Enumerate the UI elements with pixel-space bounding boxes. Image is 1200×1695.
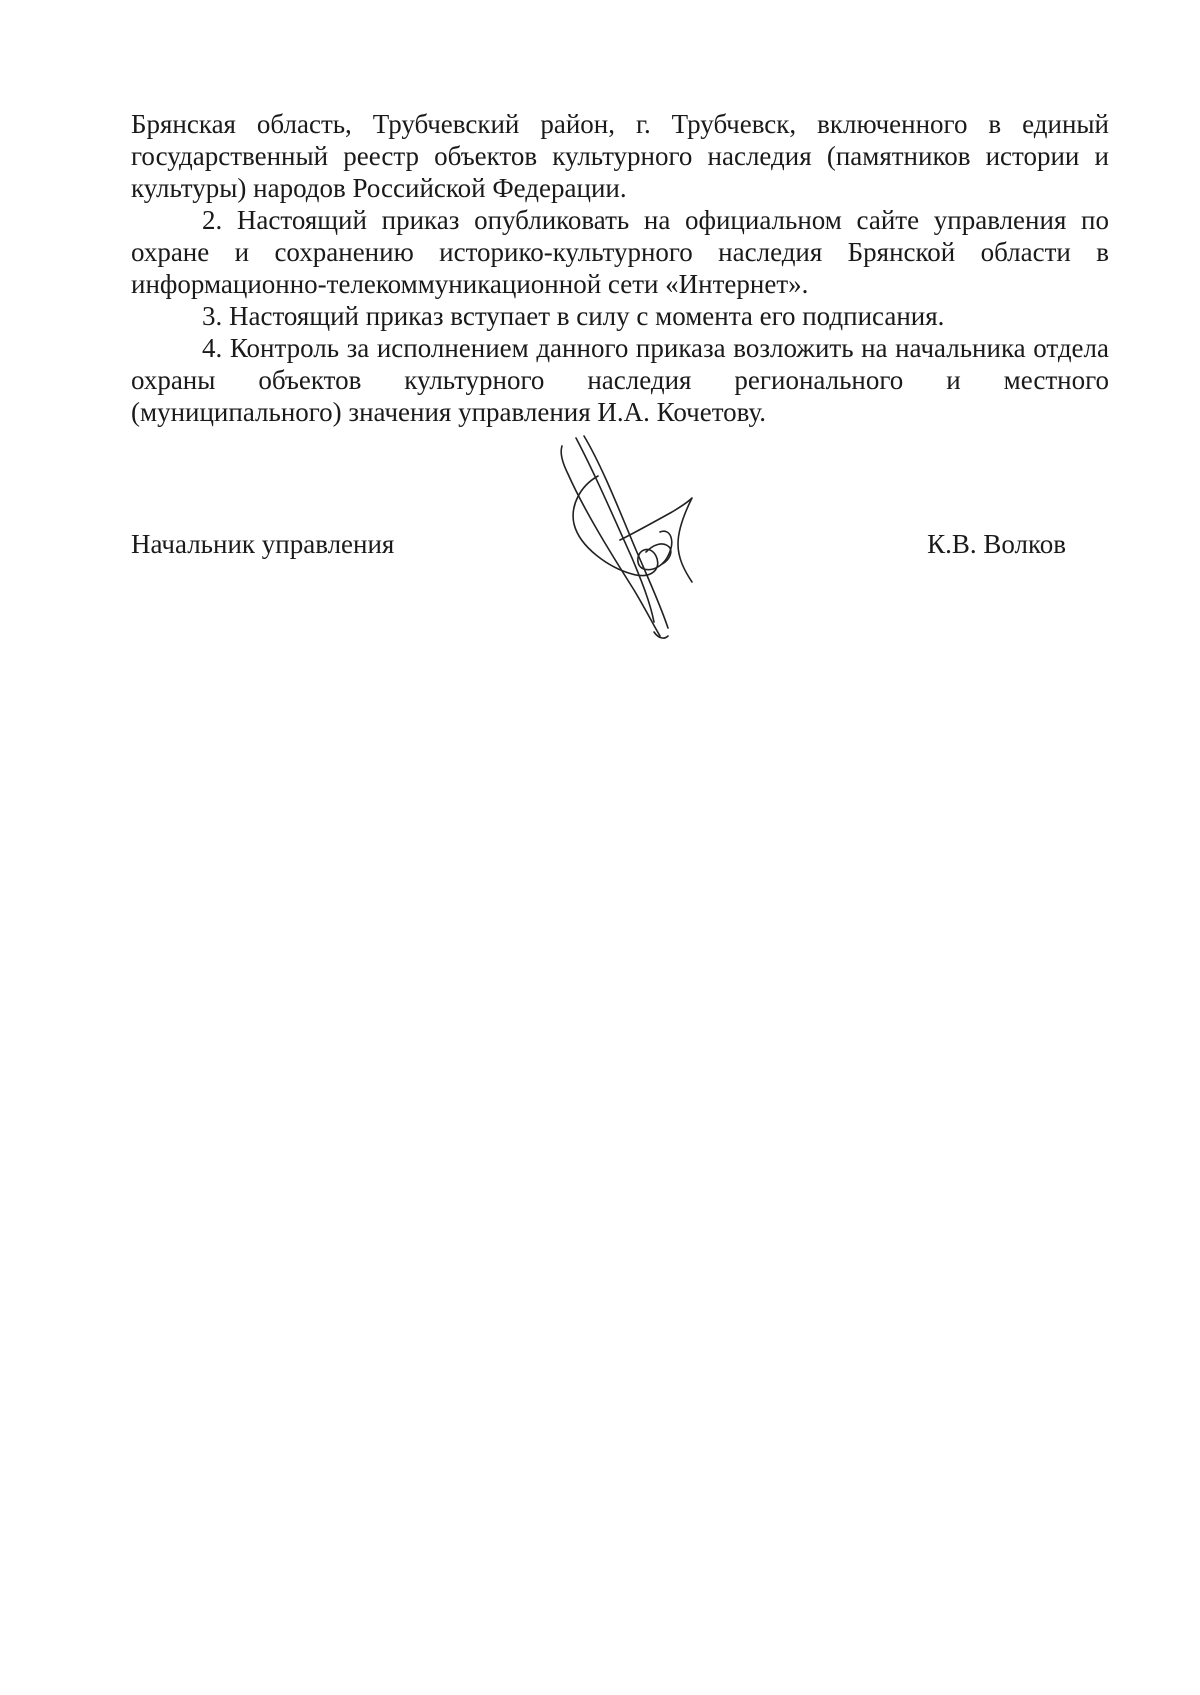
signatory-position: Начальник управления (131, 529, 395, 559)
signature-stroke (654, 632, 668, 638)
paragraph-continuation: Брянская область, Трубчевский район, г. Трубчевск, включенного в единый государственный реестр объектов культурного наследия (памятников истории и культуры) народов Российской Федерации. (131, 109, 1109, 203)
signatory-name: К.В. Волков (927, 529, 1066, 559)
signature-stroke (576, 438, 654, 622)
paragraph-item-3: 3. Настоящий приказ вступает в силу с момента его подписания. (202, 301, 945, 331)
signature-stroke (573, 476, 672, 576)
handwritten-signature (550, 432, 710, 642)
paragraph-item-4: 4. Контроль за исполнением данного приказа возложить на начальника отдела охраны объектов культурного наследия регионального и местного (муниципального) значения управления И.А. Кочетову. (131, 333, 1109, 427)
signature-stroke (584, 436, 668, 628)
signature-stroke (561, 446, 660, 636)
document-body (131, 108, 1109, 428)
paragraph-item-2: 2. Настоящий приказ опубликовать на официальном сайте управления по охране и сохранению историко-культурного наследия Брянской области в информационно-телекоммуникационной сети «Интернет». (131, 205, 1109, 299)
